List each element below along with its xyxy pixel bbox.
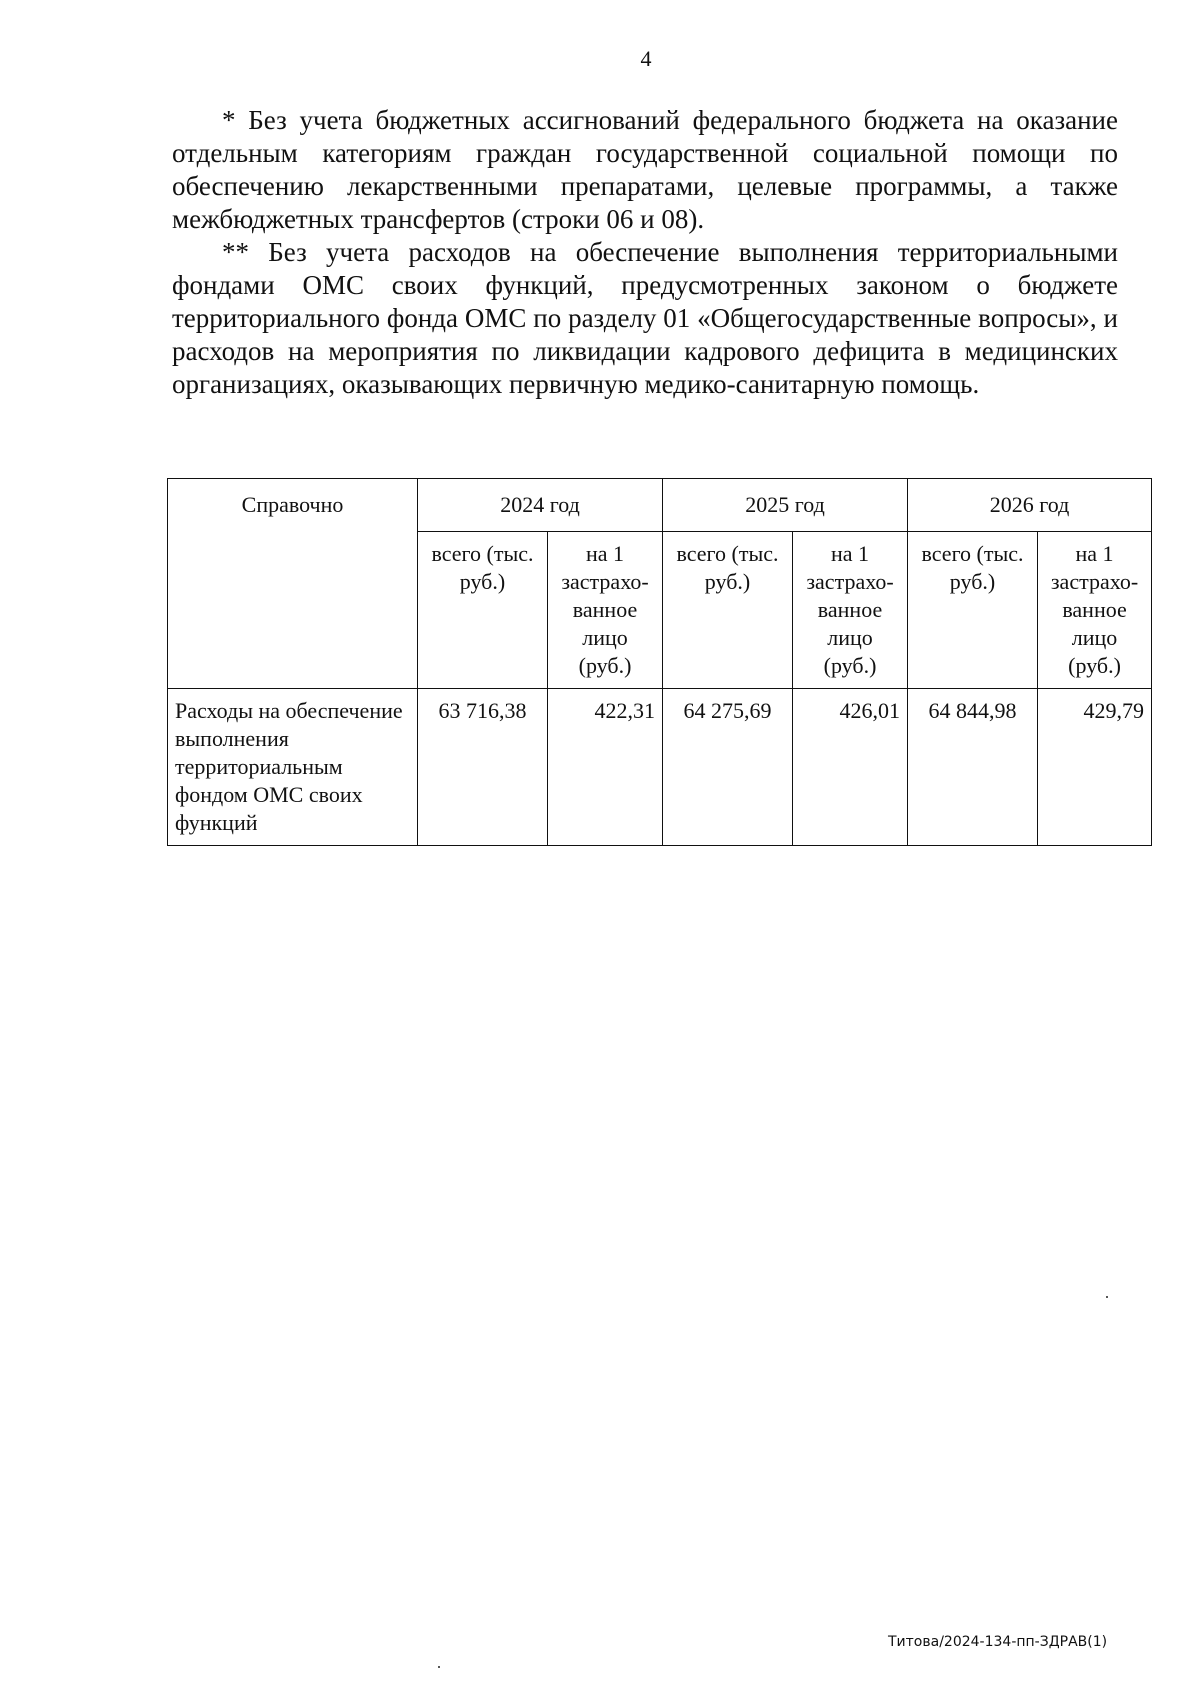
row-label: Расходы на обеспечение выполнения территориальным фондом ОМС своих функций [168,689,418,846]
header-year-2024: 2024 год [418,479,663,532]
footnote-double-asterisk: ** Без учета расходов на обеспечение выполнения территориальными фондами ОМС своих функций, предусмотренных законом о бюджете территориального фонда ОМС по разделу 01 «Общегосударственные вопросы», и расходов на мероприятия по ликвидации кадрового дефицита в медицинских организациях, оказывающих первичную медико-санитарную помощь. [172,237,1118,399]
cell-2025-total: 64 275,69 [663,689,793,846]
page-number: 4 [640,46,652,71]
footnote-single-asterisk: * Без учета бюджетных ассигнований федерального бюджета на оказание отдельным категориям граждан государственной социальной помощи по обеспечению лекарственными препаратами, целевые программы, а также межбюджетных трансфертов (строки 06 и 08). [172,105,1118,234]
cell-2024-total: 63 716,38 [418,689,548,846]
cell-2025-per-person: 426,01 [793,689,908,846]
header-2024-per-person: на 1 застрахо-ванное лицо (руб.) [548,532,663,689]
header-year-2026: 2026 год [908,479,1152,532]
table-row [168,689,1152,846]
header-2026-per-person: на 1 застрахо-ванное лицо (руб.) [1038,532,1152,689]
scan-speck [1106,1296,1108,1298]
header-year-2025: 2025 год [663,479,908,532]
cell-2024-per-person: 422,31 [548,689,663,846]
header-reference: Справочно [168,479,418,689]
reference-expenses-table [167,478,1152,846]
scan-speck [438,1666,440,1668]
table-header-row-years [168,479,1152,532]
cell-2026-per-person: 429,79 [1038,689,1152,846]
header-2025-per-person: на 1 застрахо-ванное лицо (руб.) [793,532,908,689]
footnotes [172,104,1118,401]
header-2026-total: всего (тыс. руб.) [908,532,1038,689]
document-code: Титова/2024-134-пп-ЗДРАВ(1) [888,1634,1108,1650]
header-2024-total: всего (тыс. руб.) [418,532,548,689]
cell-2026-total: 64 844,98 [908,689,1038,846]
header-2025-total: всего (тыс. руб.) [663,532,793,689]
